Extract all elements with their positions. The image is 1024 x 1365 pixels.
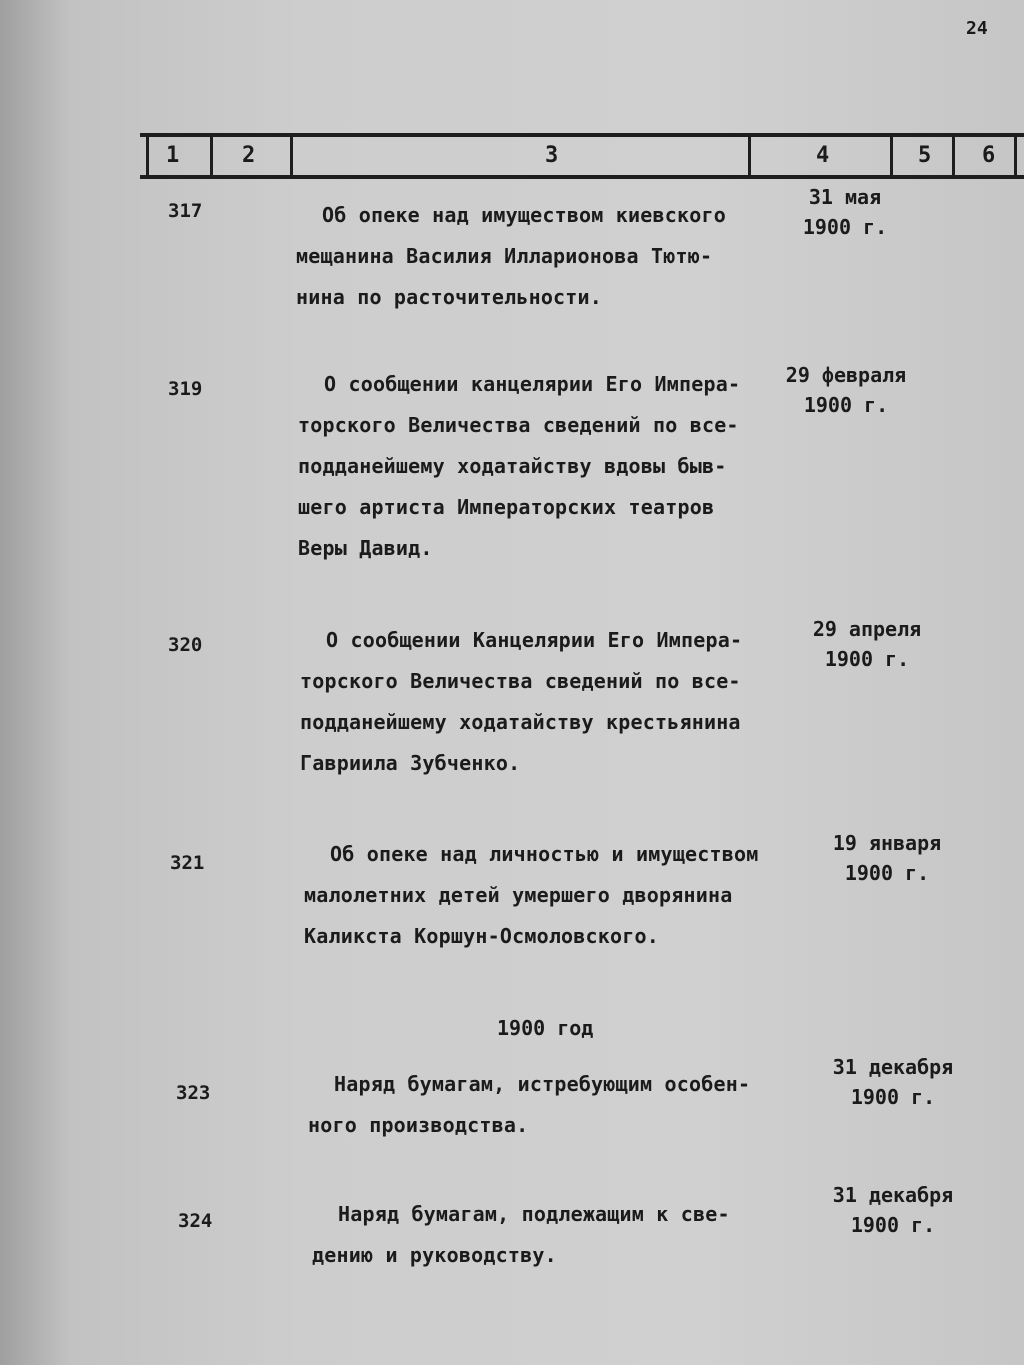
entry-date-year: 1900 г. <box>802 215 888 239</box>
entry-date-day: 19 января <box>832 831 942 855</box>
entry-number: 324 <box>178 1210 213 1232</box>
entry-number: 320 <box>168 634 203 656</box>
entry-line: нина по расточительности. <box>296 285 603 309</box>
entry-line: шего артиста Императорских театров <box>298 495 715 519</box>
entry-line: ного производства. <box>308 1113 529 1137</box>
entry-line: Гавриила Зубченко. <box>300 751 521 775</box>
column-3-label: 3 <box>545 143 559 168</box>
entry-line: мещанина Василия Илларионова Тютю- <box>296 244 713 268</box>
entry-description <box>312 1194 730 1276</box>
entry-date-day: 29 февраля <box>785 363 907 387</box>
entry-line: торского Величества сведений по все- <box>300 669 741 693</box>
column-6-label: 6 <box>982 143 996 168</box>
entry-date-day: 31 мая <box>808 185 882 209</box>
column-4-label: 4 <box>816 143 830 168</box>
entry-description <box>300 620 743 784</box>
entry-date-year: 1900 г. <box>803 393 889 417</box>
entry-description <box>296 195 726 318</box>
entry-line: торского Величества сведений по все- <box>298 413 739 437</box>
entry-line: подданейшему ходатайству крестьянина <box>300 710 741 734</box>
entry-line: О сообщении канцелярии Его Импера- <box>324 372 741 396</box>
entry-date-year: 1900 г. <box>824 647 910 671</box>
entry-date-year: 1900 г. <box>844 861 930 885</box>
entry-date <box>812 828 962 888</box>
entry-date <box>780 182 910 242</box>
entry-description <box>308 1064 751 1146</box>
column-header-row <box>140 133 1024 179</box>
column-1-label: 1 <box>166 143 180 168</box>
entry-line: Наряд бумагам, подлежащим к све- <box>338 1202 730 1226</box>
entry-number: 319 <box>168 378 203 400</box>
entry-date-day: 31 декабря <box>832 1055 954 1079</box>
column-separator <box>146 137 149 175</box>
entry-line: Веры Давид. <box>298 536 433 560</box>
entry-line: подданейшему ходатайству вдовы быв- <box>298 454 727 478</box>
column-separator <box>1014 137 1017 175</box>
entry-date <box>766 360 926 420</box>
entry-description <box>298 364 741 569</box>
entry-date-day: 29 апреля <box>812 617 922 641</box>
entry-line: Об опеке над личностью и имуществом <box>330 842 759 866</box>
entry-date-year: 1900 г. <box>850 1213 936 1237</box>
entry-date <box>818 1180 968 1240</box>
entry-number: 321 <box>170 852 205 874</box>
entry-line: О сообщении Канцелярии Его Импера- <box>326 628 743 652</box>
entry-number: 323 <box>176 1082 211 1104</box>
entry-date-year: 1900 г. <box>850 1085 936 1109</box>
entry-description <box>304 834 759 957</box>
column-separator <box>210 137 213 175</box>
entry-line: Наряд бумагам, истребующим особен- <box>334 1072 751 1096</box>
entry-date <box>792 614 942 674</box>
entry-date-day: 31 декабря <box>832 1183 954 1207</box>
column-separator <box>290 137 293 175</box>
page-number: 24 <box>966 18 988 39</box>
entry-line: Об опеке над имуществом киевского <box>322 203 726 227</box>
entry-line: Каликста Коршун-Осмоловского. <box>304 924 659 948</box>
column-5-label: 5 <box>918 143 932 168</box>
column-2-label: 2 <box>242 143 256 168</box>
entry-date <box>818 1052 968 1112</box>
column-separator <box>890 137 893 175</box>
entry-line: дению и руководству. <box>312 1243 557 1267</box>
entry-line: малолетних детей умершего дворянина <box>304 883 733 907</box>
column-separator <box>748 137 751 175</box>
entry-number: 317 <box>168 200 203 222</box>
column-separator <box>952 137 955 175</box>
year-heading: 1900 год <box>497 1016 594 1040</box>
